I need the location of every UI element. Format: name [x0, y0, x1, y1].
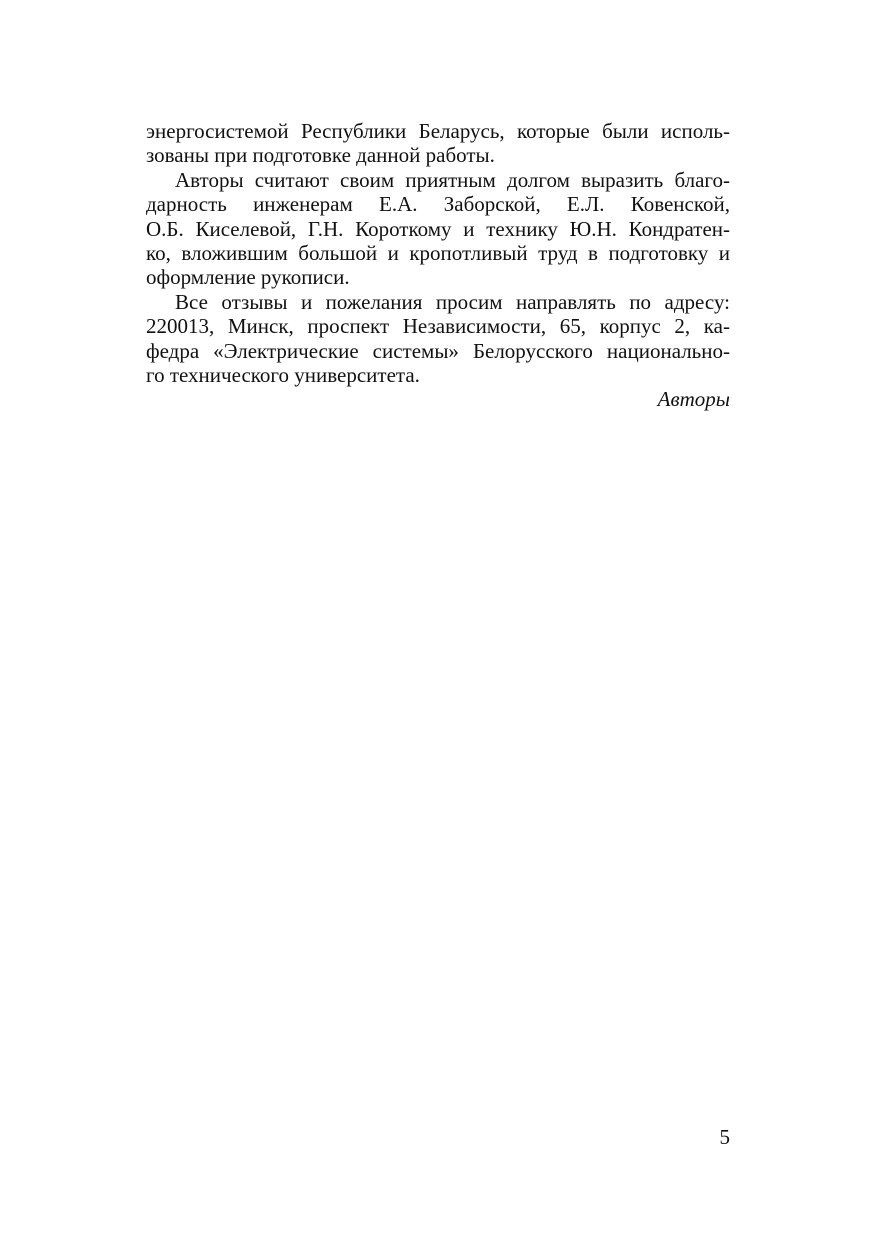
paragraph-first-line: Все отзывы и пожелания просим направлять по адресу: — [175, 289, 730, 314]
text-line: 220013, Минск, проспект Независимости, 65, корпус 2, ка- — [146, 314, 730, 339]
text-line: О.Б. Киселевой, Г.Н. Короткому и технику Ю.Н. Кондратен- — [146, 216, 730, 241]
signature: Авторы — [657, 387, 730, 412]
text-line: го технического университета. — [146, 362, 420, 387]
text-line: зованы при подготовке данной работы. — [146, 143, 495, 168]
text-line: федра «Электрические системы» Белорусского национально- — [146, 338, 730, 363]
body-text — [146, 119, 730, 412]
text-line: ко, вложившим большой и кропотливый труд в подготовку и — [146, 240, 730, 265]
page-number: 5 — [719, 1125, 730, 1149]
text-line: дарность инженерам Е.А. Заборской, Е.Л. Ковенской, — [146, 192, 730, 217]
text-line: энергосистемой Республики Беларусь, которые были исполь- — [146, 119, 730, 143]
text-line: оформление рукописи. — [146, 265, 350, 290]
paragraph-first-line: Авторы считают своим приятным долгом выразить благо- — [175, 167, 730, 192]
